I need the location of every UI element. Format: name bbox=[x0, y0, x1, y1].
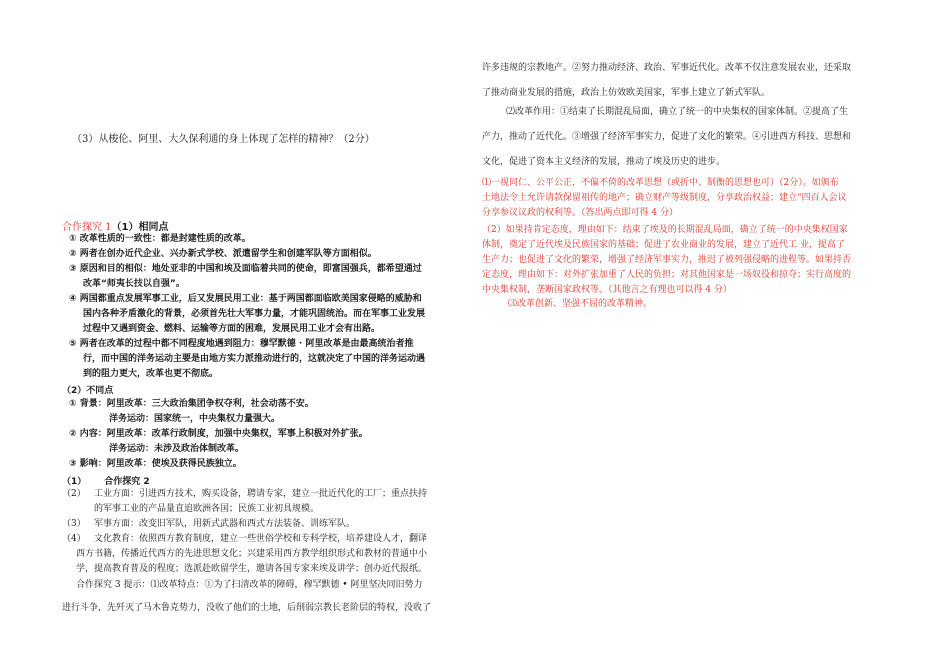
list-item: （3） 军事方面：改变旧军队，用新式武器和西式方法装备、训练军队。 bbox=[62, 517, 427, 532]
answer-part-2 bbox=[482, 223, 851, 298]
text-line: （2）如果持肯定态度，理由如下：结束了埃及的长期混乱局面，确立了统一的中央集权国家 bbox=[482, 225, 848, 235]
list-item: ④ 两国都重点发展军事工业，后又发展民用工业：基于两国都面临欧美国家侵略的威胁和 bbox=[69, 294, 422, 304]
similarities-heading: （1）相同点 bbox=[111, 222, 169, 233]
exploration-2-number: （1） bbox=[62, 477, 87, 487]
list-item: （2） 工业方面：引进西方技术，购买设备，聘请专家，建立一批近代化的工厂；重点扶持 bbox=[62, 487, 427, 502]
item-number: （4） bbox=[62, 534, 86, 544]
text-line: 文化，促进了资本主义经济的发展，推动了埃及历史的进步。 bbox=[482, 157, 726, 167]
text-line: 生产力；也促进了文化的繁荣，增强了经济军事实力，推迟了被列强侵略的进程等。如果持否 bbox=[482, 255, 852, 265]
answer-part-1 bbox=[482, 176, 847, 221]
reform-effects bbox=[482, 100, 851, 175]
exploration-2-heading bbox=[62, 474, 150, 487]
text-line: 产力，推动了近代化。③增强了经济军事实力，促进了文化的繁荣。④引进西方科技、思想和 bbox=[482, 132, 852, 142]
list-item: 西方书籍，传播近代西方的先进思想文化；兴建采用西方教学组织形式和教材的普通中小 bbox=[76, 549, 428, 559]
list-item: 行，而中国的洋务运动主要是由地方实力派推动进行的，这就决定了中国的洋务运动遇 bbox=[83, 354, 426, 364]
list-item: （4） 文化教育：依照西方教育制度，建立一些世俗学校和专科学校，培养建设人才，翻译 bbox=[62, 532, 427, 547]
exploration-3-line-1: 合作探究 3 提示：⑴改革特点：①为了扫清改革的障碍，穆罕默德 • 阿里坚决同旧势力 bbox=[76, 580, 423, 590]
exploration-2-label: 合作探究 2 bbox=[104, 477, 150, 487]
item-number: （2） bbox=[62, 489, 86, 499]
text-line: 中央集权制，垄断国家政权等。（其他言之有理也可以得 4 分） bbox=[482, 285, 732, 295]
similarities-list bbox=[69, 232, 425, 382]
exploration-2-items bbox=[62, 487, 427, 577]
text-line: 了推动商业发展的措施，政治上仿效欧美国家，军事上建立了新式军队。 bbox=[482, 88, 771, 98]
list-item: 的军事工业的产品量直追欧洲各国；民族工业初具规模。 bbox=[94, 504, 320, 514]
text-line: 体制，奠定了近代埃及民族国家的基础；促进了农业商业的发展，建立了近代工 业，提高了 bbox=[482, 240, 845, 250]
list-item: 洋务运动：未涉及政治体制改革。 bbox=[109, 444, 245, 454]
text-line: ⑵改革作用：①结束了长期混乱局面，确立了统一的中央集权的国家体制。②提高了生 bbox=[506, 107, 849, 117]
list-item: ③ 影响：阿里改革：使埃及获得民族独立。 bbox=[69, 459, 242, 469]
list-item: ① 改革性质的一致性：都是封建性质的改革。 bbox=[69, 234, 251, 244]
list-item: 到的阻力更大，改革也更不彻底。 bbox=[83, 369, 219, 379]
differences-heading: （2）不同点 bbox=[62, 386, 114, 396]
exploration-3-line-2: 进行斗争，先歼灭了马木鲁克势力，没收了他们的土地，后削弱宗教长老阶层的特权，没收了 bbox=[62, 603, 432, 613]
text-line: 定态度，理由如下：对外扩张加重了人民的负担；对其他国家是一场奴役和掠夺；实行高度的 bbox=[482, 270, 852, 280]
text-line: 许多违规的宗教地产。②努力推动经济、政治、军事近代化。改革不仅注意发展农业，还采取 bbox=[482, 63, 852, 73]
list-item: 国内各种矛盾激化的背景，必须首先壮大军事力量，才能巩固统治。而在军事工业发展 bbox=[83, 309, 426, 319]
exploration-1-heading bbox=[62, 218, 169, 233]
exploration-1-label: 合作探究 1 bbox=[62, 222, 112, 233]
list-item: ② 两者在创办近代企业、兴办新式学校、派遣留学生和创建军队等方面相似。 bbox=[69, 249, 377, 259]
list-item: 洋务运动：国家统一，中央集权力量强大。 bbox=[109, 414, 281, 424]
text-line: ⑴一视同仁、公平公正，不偏不倚的改革思想（或折中、制衡的思想也可）（2分）。如颁布 bbox=[482, 178, 839, 188]
text-line: 土地法令上允许请款保留祖传的地产；确立财产等级制度，分享政治权益；建立“四百人会议 bbox=[482, 193, 847, 203]
item-number: （3） bbox=[62, 519, 86, 529]
list-item: ③ 原因和目的相似：地处亚非的中国和埃及面临着共同的使命，即富国强兵，都希望通过 bbox=[69, 264, 422, 274]
list-item: 学，提高教育普及的程度；选派赴欧留学生，邀请各国专家来埃及讲学；创办近代报纸。 bbox=[76, 564, 428, 574]
answer-part-3: ⑶改革创新、坚强不屈的改革精神。 bbox=[508, 299, 653, 309]
list-item: ① 背景：阿里改革：三大政治集团争权夺利，社会动荡不安。 bbox=[69, 399, 314, 409]
reform-features-continued bbox=[482, 56, 851, 106]
list-item: 改革“师夷长技以自强”。 bbox=[83, 279, 185, 289]
question-3: （3）从梭伦、阿里、大久保利通的身上体现了怎样的精神？（2分） bbox=[72, 134, 375, 145]
list-item: ⑤ 两者在改革的过程中都不同程度地遇到阻力：穆罕默德 · 阿里改革是由最高统治者推 bbox=[69, 339, 414, 349]
text-line: 分享参议议政的权利等。（答出两点即可得 4 分） bbox=[482, 208, 678, 218]
list-item: ② 内容：阿里改革：改革行政制度，加强中央集权，军事上积极对外扩张。 bbox=[69, 429, 368, 439]
list-item: 过程中又遇到资金、燃料、运输等方面的困难，发展民用工业才会有出路。 bbox=[83, 324, 381, 334]
differences-list bbox=[69, 397, 368, 472]
